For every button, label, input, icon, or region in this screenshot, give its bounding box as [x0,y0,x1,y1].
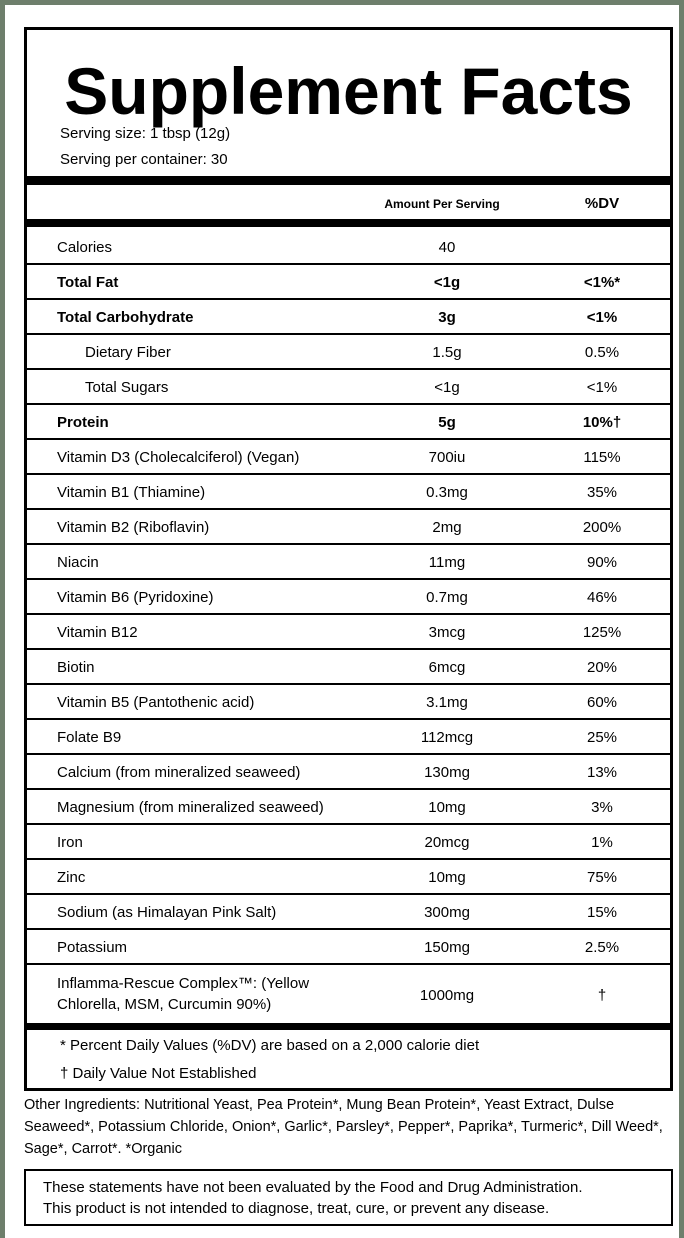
divider-thick [27,219,670,227]
nutrient-name: Vitamin B2 (Riboflavin) [57,519,210,536]
nutrient-row [27,650,670,685]
nutrient-name: Vitamin D3 (Cholecalciferol) (Vegan) [57,449,300,466]
nutrient-row [27,580,670,615]
nutrient-amount: 40 [438,239,456,256]
nutrient-amount: 1000mg [419,987,475,1004]
nutrient-row [27,895,670,930]
nutrient-amount: 10mg [428,869,466,886]
nutrient-dv: 2.5% [584,939,620,956]
divider-thick [27,176,670,185]
nutrient-dv: <1% [586,309,618,326]
nutrient-table [27,230,670,1029]
nutrient-amount: 10mg [428,799,466,816]
nutrient-dv: 10%† [582,414,622,431]
nutrient-row [27,930,670,965]
nutrient-row [27,825,670,860]
disclaimer-line-1: These statements have not been evaluated by the Food and Drug Administration. [43,1179,583,1196]
nutrient-row [27,790,670,825]
nutrient-amount: <1g [434,379,460,396]
nutrient-name: Vitamin B12 [57,624,138,641]
nutrient-name: Biotin [57,659,95,676]
nutrient-row [27,685,670,720]
nutrient-amount: 2mg [432,519,462,536]
supplement-facts-panel [24,27,673,1091]
nutrient-dv: 3% [591,799,613,816]
nutrient-amount: 3.1mg [426,694,468,711]
nutrient-dv: 60% [586,694,618,711]
nutrient-row [27,510,670,545]
nutrient-amount: 11mg [428,554,466,571]
nutrient-row [27,335,670,370]
nutrient-name: Dietary Fiber [85,344,171,361]
nutrient-name: Vitamin B5 (Pantothenic acid) [57,694,255,711]
nutrient-name: Calcium (from mineralized seaweed) [57,764,301,781]
nutrient-dv: 0.5% [584,344,620,361]
nutrient-amount: 112mcg [420,729,474,746]
nutrient-row [27,720,670,755]
panel-title: Supplement Facts [64,54,633,128]
nutrient-name: Magnesium (from mineralized seaweed) [57,799,324,816]
nutrient-amount: 0.3mg [426,484,468,501]
nutrient-name: Calories [57,239,113,256]
nutrient-name: Sodium (as Himalayan Pink Salt) [57,904,277,921]
nutrient-name: Total Sugars [85,379,169,396]
nutrient-row [27,475,670,510]
nutrient-dv: <1%* [583,274,621,291]
nutrient-dv: 20% [586,659,618,676]
nutrient-row [27,300,670,335]
nutrient-amount: 3g [438,309,456,326]
nutrient-name: Total Carbohydrate [57,309,194,326]
nutrient-dv: 200% [582,519,622,536]
nutrient-dv: 13% [586,764,618,781]
nutrient-name: Total Fat [57,274,119,291]
nutrient-dv: 35% [586,484,618,501]
nutrient-name: Folate B9 [57,729,122,746]
nutrient-row [27,265,670,300]
nutrient-dv: 90% [586,554,618,571]
nutrient-row [27,545,670,580]
nutrient-name: Protein [57,414,109,431]
disclaimer-line-2: This product is not intended to diagnose, treat, cure, or prevent any disease. [43,1200,550,1217]
nutrient-row [27,370,670,405]
nutrient-amount: 300mg [424,904,470,921]
nutrient-name: Potassium [57,939,128,956]
nutrient-amount: 6mcg [428,659,466,676]
nutrient-row [27,755,670,790]
footnote-dv-not-established: † Daily Value Not Established [60,1065,257,1082]
serving-size: Serving size: 1 tbsp (12g) [60,125,231,142]
dv-header: %DV [584,195,620,212]
nutrient-name: Vitamin B6 (Pyridoxine) [57,589,214,606]
nutrient-amount: 130mg [424,764,470,781]
nutrient-name: Vitamin B1 (Thiamine) [57,484,206,501]
nutrient-row [27,965,670,1029]
nutrient-dv: 25% [586,729,618,746]
nutrient-dv: † [597,987,607,1004]
nutrient-dv: 125% [582,624,622,641]
nutrient-name: Niacin [57,554,99,571]
other-ingredients: Other Ingredients: Nutritional Yeast, Pea Protein*, Mung Bean Protein*, Yeast Extract, Dulse Seaweed*, Potassium Chloride, Onion*, Garlic*, Parsley*, Pepper*, Paprika*, Turmeric*, Dill Weed*, Sage*, Carrot*. *Organic [24,1097,663,1157]
label-sheet [5,5,679,1238]
nutrient-amount: 20mcg [424,834,470,851]
nutrient-amount: 3mcg [428,624,466,641]
nutrient-name: Iron [57,834,83,851]
nutrient-amount: 0.7mg [426,589,468,606]
nutrient-name: Zinc [57,869,86,886]
nutrient-amount: 150mg [424,939,470,956]
nutrient-dv: 1% [591,834,613,851]
nutrient-dv: 115% [583,449,621,466]
footnote-percent-dv: * Percent Daily Values (%DV) are based on a 2,000 calorie diet [60,1037,480,1054]
fda-disclaimer [24,1169,673,1226]
nutrient-amount: <1g [433,274,461,291]
nutrient-row [27,405,670,440]
amount-per-serving-header: Amount Per Serving [384,197,500,211]
nutrient-row [27,440,670,475]
nutrient-dv: 15% [586,904,618,921]
nutrient-dv: <1% [586,379,618,396]
nutrient-row [27,230,670,265]
nutrient-amount: 1.5g [432,344,462,361]
nutrient-dv: 75% [586,869,618,886]
nutrient-amount: 700iu [428,449,466,466]
nutrient-row [27,860,670,895]
nutrient-amount: 5g [438,414,456,431]
nutrient-dv: 46% [586,589,618,606]
divider-thick [27,1023,670,1030]
servings-per-container: Serving per container: 30 [60,151,228,168]
nutrient-name: Inflamma-Rescue Complex™: (Yellow Chlorella, MSM, Curcumin 90%) [57,975,310,1013]
nutrient-row [27,615,670,650]
